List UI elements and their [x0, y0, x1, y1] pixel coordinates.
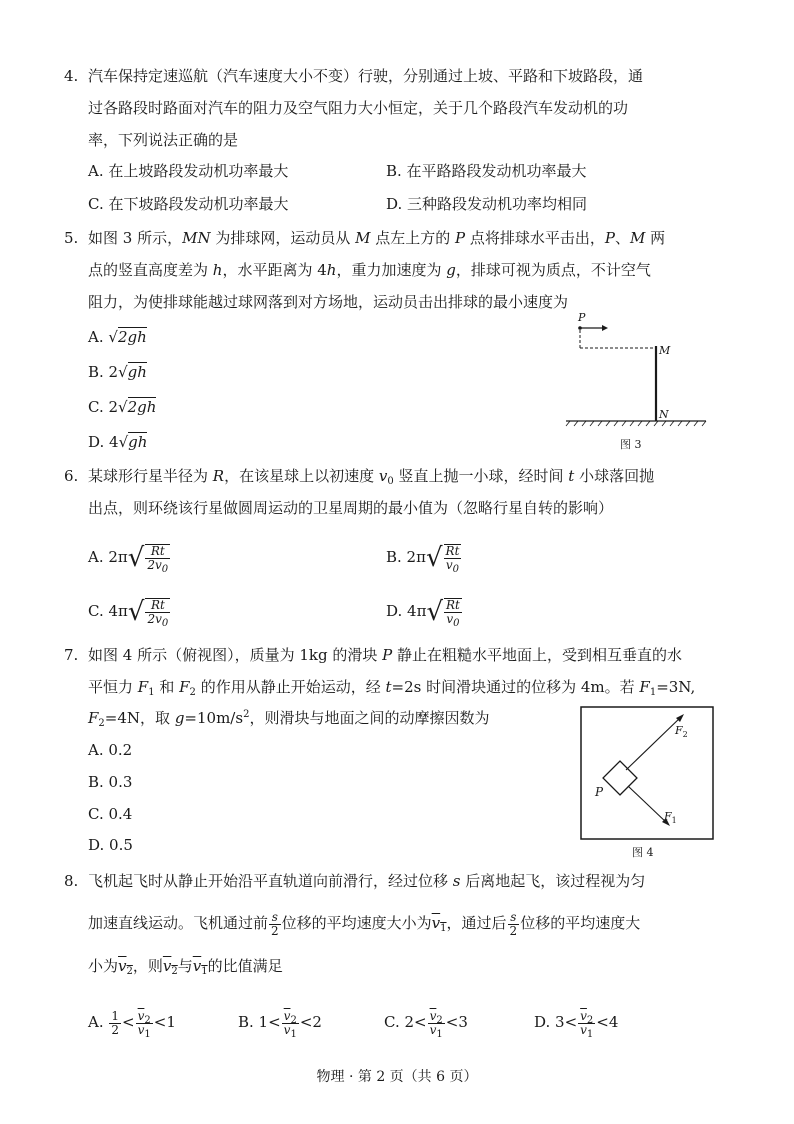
fraction-one-half: $\frac{1}{2}$: [111, 1008, 120, 1037]
ground-hatching: [566, 421, 706, 426]
question-4-option-d[interactable]: D. 三种路段发动机功率均相同: [386, 195, 588, 213]
top-view-frame: [581, 707, 713, 839]
var-s: s: [452, 872, 461, 890]
question-4-number: 4.: [64, 67, 79, 85]
question-7-line-1: [88, 645, 682, 665]
question-5-option-c[interactable]: [88, 397, 156, 417]
option-label: C. 4π: [88, 602, 128, 620]
var-f1: F: [137, 678, 149, 696]
question-8-line-1: [88, 871, 645, 891]
question-6-line-1: [88, 466, 654, 486]
question-4-line-2: 过各路段时路面对汽车的阻力及空气阻力大小恒定，关于几个路段汽车发动机的功: [88, 99, 629, 117]
question-8-line-2: 加速直线运动。飞机通过前 $\frac{s}{2}$ 位移的平均速度大小为$\overline{v}_1$，通过后 $\frac{s}{2}$ 位移的平均速度大: [88, 909, 641, 938]
numerator: Rt: [145, 599, 170, 613]
question-8-number: 8.: [64, 872, 79, 890]
question-7-option-b[interactable]: B. 0.3: [88, 773, 133, 791]
sqrt-sign: √: [127, 597, 145, 627]
radicand: 2gh: [127, 398, 157, 416]
velocity-arrowhead: [602, 325, 608, 331]
var-r: R: [212, 467, 225, 485]
fraction-v2-over-v1: $\frac{\overline{v}_2}{v_1}$: [283, 1008, 297, 1040]
fraction-v2-over-v1: $\frac{\overline{v}_2}{v_1}$: [580, 1008, 594, 1040]
var-f2: F: [179, 678, 190, 696]
radicand: 2gh: [117, 328, 147, 346]
fig3-caption: 图 3: [620, 438, 642, 451]
q8-text: 的比值满足: [207, 957, 283, 975]
q7-text: ，则滑块与地面之间的动摩擦因数为: [249, 709, 490, 727]
q8-text: 位移的平均速度大小为: [281, 914, 432, 932]
question-4-option-c[interactable]: C. 在下坡路段发动机功率最大: [88, 195, 289, 213]
question-8-option-c[interactable]: C. 2< $\frac{\overline{v}_2}{v_1}$ <3: [384, 1008, 468, 1040]
var-f1: F: [639, 678, 650, 696]
option-label: D. 3<: [534, 1013, 578, 1031]
question-4-option-b[interactable]: B. 在平路路段发动机功率最大: [386, 162, 587, 180]
question-7-line-3: $F_2=4N$，取 $g=10m/s^2$，则滑块与地面之间的动摩擦因数为: [88, 709, 490, 729]
question-5-number: 5.: [64, 229, 79, 247]
fig4-caption: 图 4: [632, 846, 654, 859]
question-6-option-b[interactable]: [386, 540, 462, 574]
question-7-line-2: 平恒力 $F_1$ 和 $F_2$ 的作用从静止开始运动，经 t=2s 时间滑块通过的位移为 4m。若 $F_1=3N$,: [88, 678, 696, 698]
numerator: Rt: [446, 598, 460, 612]
q7-text: 和: [154, 678, 180, 696]
radicand: gh: [127, 363, 147, 381]
var-p: P: [382, 646, 393, 664]
q5-text: 、: [615, 229, 631, 247]
sqrt-sign: √: [108, 328, 118, 346]
q8-text: 飞机起飞时从静止开始沿平直轨道向前滑行，经过位移: [88, 872, 453, 890]
force-f2-arrow: [626, 716, 682, 770]
question-8-line-3: 小为$\overline{v}_2$，则$\overline{v}_2$与$\overline{v}_1$的比值满足: [88, 957, 283, 977]
question-6-option-d[interactable]: [386, 594, 463, 628]
var-g: g: [174, 709, 185, 727]
question-8-option-b[interactable]: B. 1< $\frac{\overline{v}_2}{v_1}$ <2: [238, 1008, 322, 1040]
figure-3-diagram: [560, 306, 710, 456]
denominator: $v_0$: [445, 558, 460, 575]
var-v0: v: [378, 467, 388, 485]
q8-text: 与: [177, 957, 193, 975]
denominator: 2: [509, 923, 518, 938]
var-p: P: [604, 229, 615, 247]
q7-text: 静止在粗糙水平地面上，受到相互垂直的水: [392, 646, 682, 664]
var-mn: MN: [182, 229, 211, 247]
q5-text: 为排球网，运动员从: [210, 229, 356, 247]
question-5-line-1: [88, 228, 665, 248]
question-4-line-3: 率，下列说法正确的是: [88, 131, 239, 149]
question-4-line-1: 汽车保持定速巡航（汽车速度大小不变）行驶，分别通过上坡、平路和下坡路段，通: [88, 67, 644, 85]
question-6-line-2: 出点，则环绕该行星做圆周运动的卫星周期的最小值为（忽略行星自转的影响）: [88, 499, 614, 517]
question-4-option-a[interactable]: A. 在上坡路段发动机功率最大: [88, 162, 289, 180]
numerator: s: [508, 911, 520, 925]
question-7-option-d[interactable]: D. 0.5: [88, 836, 133, 854]
question-5-line-2: [88, 260, 651, 280]
q8-text: 小为: [88, 957, 119, 975]
var-g: g: [446, 261, 456, 279]
q7-text: 的作用从静止开始运动，经: [195, 678, 386, 696]
question-5-line-3: 阻力，为使排球能越过球网落到对方场地，运动员击出排球的最小速度为: [88, 293, 569, 311]
var-m: M: [630, 229, 646, 247]
q5-text: ，重力加速度为: [336, 261, 447, 279]
option-label: D. 4π: [386, 602, 427, 620]
q7-text: 平恒力: [88, 678, 138, 696]
fig3-label-m: M: [659, 344, 671, 357]
q6-text: 小球落回抛: [574, 467, 655, 485]
denominator: $v_0$: [446, 612, 460, 629]
numerator: Rt: [445, 544, 460, 558]
fraction: [444, 598, 462, 629]
q6-text: ，在该星球上以初速度: [224, 467, 379, 485]
q8-text: 后离地起飞，该过程视为匀: [460, 872, 646, 890]
option-label: A. 2π: [88, 548, 128, 566]
q8-text: 加速直线运动。飞机通过前: [88, 914, 269, 932]
question-7-option-c[interactable]: C. 0.4: [88, 805, 133, 823]
option-label: A.: [88, 328, 109, 346]
question-5-option-a[interactable]: [88, 327, 147, 347]
sqrt-sign: √: [426, 597, 444, 627]
sqrt-sign: √: [118, 398, 128, 416]
sub-0: 0: [387, 476, 394, 487]
radicand: gh: [128, 433, 148, 451]
option-label: C. 2<: [384, 1013, 427, 1031]
var-v1-bar: $\overline{v}$: [431, 914, 441, 932]
fraction: [444, 544, 462, 575]
fig4-label-f1: $F_1$: [664, 810, 677, 825]
q5-text: 点将排球水平击出，: [465, 229, 605, 247]
var-h: h: [326, 261, 337, 279]
sqrt-sign: √: [118, 363, 128, 381]
page-footer: 物理 · 第 2 页（共 6 页）: [316, 1069, 478, 1085]
fraction-v2-over-v1: $\frac{\overline{v}_2}{v_1}$: [137, 1008, 151, 1040]
q6-text: 竖直上抛一小球，经时间: [393, 467, 569, 485]
var-v1-bar: $\overline{v}$: [192, 957, 202, 975]
fraction: [145, 598, 170, 629]
denominator: 2: [271, 923, 279, 938]
fig3-label-p: P: [578, 311, 586, 324]
q5-text: 点左上方的: [370, 229, 456, 247]
question-6-option-a[interactable]: [88, 540, 171, 574]
sqrt-sign: √: [425, 543, 443, 573]
numerator: s: [269, 911, 281, 925]
option-label: A.: [88, 1013, 104, 1031]
var-t: t: [385, 678, 392, 696]
denominator: $2v_0$: [147, 558, 169, 575]
q5-text: 点的竖直高度差为: [88, 261, 213, 279]
sqrt-sign: √: [118, 433, 129, 451]
question-5-option-b[interactable]: [88, 362, 147, 382]
q7-text: =3N,: [656, 678, 696, 696]
q8-text: ，通过后: [446, 914, 507, 932]
denominator: $2v_0$: [147, 612, 169, 629]
q8-text: 位移的平均速度大: [520, 914, 641, 932]
fig4-label-p: P: [595, 785, 604, 799]
q7-text: =2s 时间滑块通过的位移为 4m。若: [391, 678, 640, 696]
option-label: D. 4: [88, 433, 119, 451]
q5-text: ，排球可视为质点，不计空气: [455, 261, 651, 279]
option-label: B. 2: [88, 363, 119, 381]
fraction: [145, 544, 170, 575]
figure-4-diagram: [578, 704, 718, 864]
question-5-option-d[interactable]: [88, 432, 147, 452]
question-8-option-d[interactable]: D. 3< $\frac{\overline{v}_2}{v_1}$ <4: [534, 1008, 619, 1040]
sqrt-sign: √: [127, 543, 145, 573]
force-f1-arrow: [628, 786, 668, 824]
var-m: M: [355, 229, 371, 247]
option-label: B. 2π: [386, 548, 426, 566]
var-v2-bar: $\overline{v}$: [162, 957, 172, 975]
q6-text: 某球形行星半径为: [88, 467, 213, 485]
option-label: C. 2: [88, 398, 119, 416]
option-label: B. 1<: [238, 1013, 281, 1031]
var-p: P: [455, 229, 466, 247]
q7-text: =4N，取: [104, 709, 175, 727]
numerator: Rt: [145, 545, 170, 559]
var-v2-bar: $\overline{v}$: [118, 957, 127, 975]
question-6-number: 6.: [64, 467, 79, 485]
fraction-s-over-2: [269, 911, 281, 938]
var-h: h: [212, 261, 223, 279]
fraction-s-over-2: [508, 911, 520, 938]
q8-text: ，则: [132, 957, 163, 975]
question-8-option-a[interactable]: A. $\frac{1}{2}$ < $\frac{\overline{v}_2}{v_1}$ <1: [88, 1008, 176, 1040]
q7-text: =10m/s: [184, 709, 244, 727]
fig4-label-f2: $F_2$: [675, 724, 688, 739]
q7-text: 如图 4 所示（俯视图），质量为 1kg 的滑块: [88, 646, 383, 664]
q5-text: 两: [645, 229, 666, 247]
q5-text: ，水平距离为 4: [222, 261, 327, 279]
var-f2: F: [88, 709, 99, 727]
q5-text: 如图 3 所示，: [88, 229, 183, 247]
question-6-option-c[interactable]: [88, 594, 171, 628]
question-7-number: 7.: [64, 646, 79, 664]
question-7-option-a[interactable]: A. 0.2: [88, 741, 133, 759]
var-t: t: [568, 467, 575, 485]
fig3-label-n: N: [659, 408, 669, 421]
fraction-v2-over-v1: $\frac{\overline{v}_2}{v_1}$: [429, 1008, 443, 1040]
